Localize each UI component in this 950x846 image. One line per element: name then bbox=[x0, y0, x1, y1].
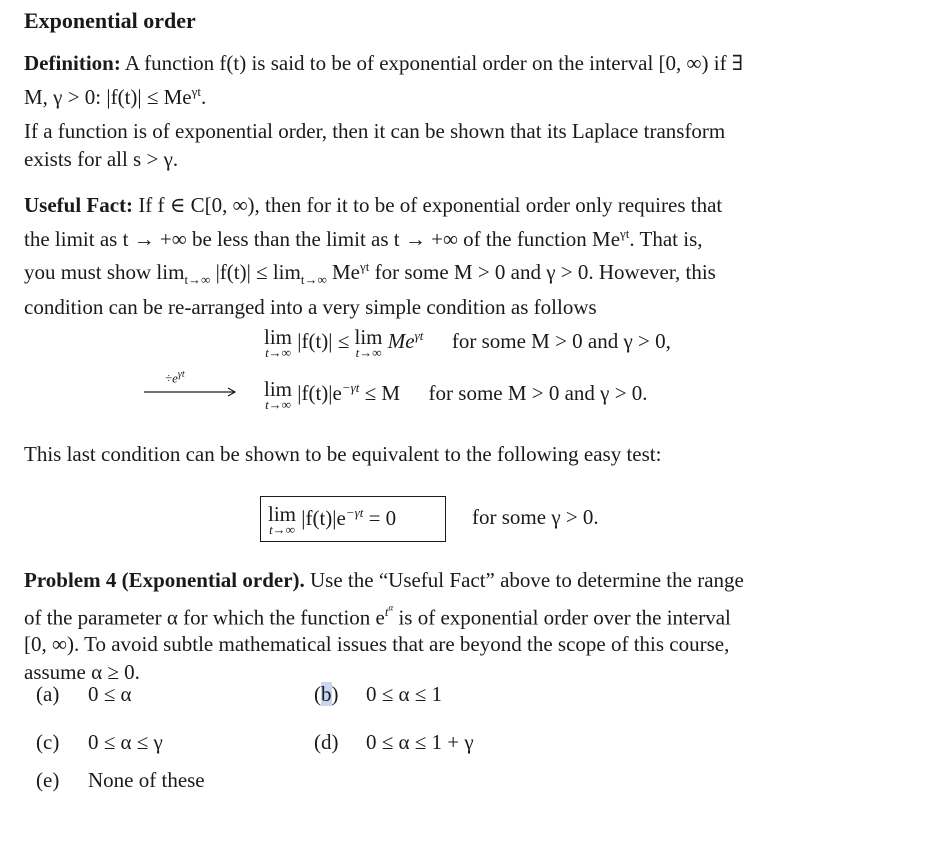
definition-paragraph bbox=[24, 50, 892, 111]
eq2-lim bbox=[264, 377, 293, 412]
eq2-body: |f(t)|e bbox=[297, 381, 342, 405]
implies-arrow-icon bbox=[140, 370, 240, 400]
useful-fact-line3-end: for some M > 0 and γ > 0. However, this bbox=[369, 260, 716, 284]
option-a[interactable] bbox=[36, 682, 132, 707]
definition-end: . bbox=[200, 84, 207, 109]
eq1-lim2-text: lim bbox=[354, 325, 383, 349]
option-b[interactable] bbox=[314, 682, 442, 707]
eq2-rhs: ≤ M bbox=[364, 381, 401, 405]
eq1-lim2 bbox=[354, 325, 383, 360]
eq1-lim2-sub: t→∞ bbox=[355, 345, 382, 360]
useful-fact-line3-tail: Me bbox=[326, 260, 360, 284]
definition-text-line2: M, γ > 0: |f(t)| ≤ Me bbox=[24, 84, 192, 109]
eq1-rhs: Me bbox=[387, 329, 415, 353]
useful-fact-line3-mid: |f(t)| ≤ lim bbox=[210, 260, 301, 284]
eq2-lim-sub: t→∞ bbox=[265, 397, 291, 412]
definition-exp: γt bbox=[191, 83, 201, 99]
arrow-label-text: ÷e bbox=[165, 370, 178, 386]
last-condition-paragraph: This last condition can be shown to be equivalent to the following easy test: bbox=[24, 442, 662, 466]
eq1-exp: γt bbox=[414, 328, 424, 343]
section-title: Exponential order bbox=[24, 8, 196, 33]
option-a-label: (a) bbox=[36, 682, 60, 706]
eq2-tail: for some M > 0 and γ > 0. bbox=[428, 381, 648, 405]
option-c-label: (c) bbox=[36, 730, 60, 754]
problem-line4: assume α ≥ 0. bbox=[24, 659, 140, 684]
useful-fact-line1: If f ∈ C[0, ∞), then for it to be of exponential order only requires that bbox=[138, 193, 723, 217]
option-e-text: None of these bbox=[88, 768, 205, 792]
useful-fact-line2: the limit as t → +∞ be less than the limit as t → +∞ of the function Me bbox=[24, 226, 621, 251]
option-b-label-highlight: b bbox=[321, 682, 332, 706]
useful-fact-line3-exp: γt bbox=[359, 259, 370, 274]
useful-fact-line3-sub2: t→∞ bbox=[300, 272, 327, 288]
option-b-label bbox=[314, 682, 366, 707]
eq1-lim-text: lim bbox=[264, 325, 293, 349]
laplace-line2: exists for all s > γ. bbox=[24, 146, 179, 171]
eq2-lim-text: lim bbox=[264, 377, 293, 401]
problem-label: Problem 4 (Exponential order). bbox=[24, 568, 305, 592]
definition-text-line1: A function f(t) is said to be of exponential order on the interval [0, ∞) if ∃ bbox=[124, 51, 744, 75]
option-b-label-pre: ( bbox=[314, 682, 321, 706]
problem-line1: Use the “Useful Fact” above to determine the range bbox=[310, 568, 744, 592]
eq1-lim bbox=[264, 325, 293, 360]
problem-line2-exp: t bbox=[384, 603, 389, 619]
eq1-tail: for some M > 0 and γ > 0, bbox=[451, 329, 671, 353]
boxed-rhs: = 0 bbox=[368, 506, 397, 530]
useful-fact-paragraph bbox=[24, 192, 892, 321]
eq1-lim-sub: t→∞ bbox=[265, 345, 291, 360]
definition-label: Definition: bbox=[24, 51, 121, 75]
equation-2 bbox=[264, 377, 648, 412]
boxed-test bbox=[268, 502, 397, 537]
option-c[interactable] bbox=[36, 730, 163, 755]
useful-fact-line2-end: . That is, bbox=[629, 226, 703, 251]
problem-line3: [0, ∞). To avoid subtle mathematical issues that are beyond the scope of this course, bbox=[24, 632, 730, 657]
boxed-tail: for some γ > 0. bbox=[472, 505, 599, 529]
eq2-exp: −γt bbox=[341, 380, 360, 395]
option-b-label-post: ) bbox=[331, 682, 339, 706]
arrow-label-exp: γt bbox=[177, 369, 185, 380]
problem-line2b: is of exponential order over the interval bbox=[393, 604, 731, 629]
laplace-paragraph bbox=[24, 118, 892, 173]
problem-paragraph bbox=[24, 567, 892, 686]
boxed-exp: −γt bbox=[345, 505, 364, 520]
option-d-label: (d) bbox=[314, 730, 339, 754]
boxed-lim bbox=[268, 502, 297, 537]
option-d[interactable] bbox=[314, 730, 474, 755]
option-d-text: 0 ≤ α ≤ 1 + γ bbox=[366, 730, 474, 754]
option-e-label: (e) bbox=[36, 768, 60, 792]
boxed-lim-text: lim bbox=[268, 502, 297, 526]
laplace-line1: If a function is of exponential order, then it can be shown that its Laplace transform bbox=[24, 119, 726, 143]
useful-fact-line3: you must show lim bbox=[24, 260, 185, 284]
option-a-text: 0 ≤ α bbox=[88, 682, 132, 706]
eq1-mid: |f(t)| ≤ bbox=[297, 329, 350, 353]
boxed-body: |f(t)|e bbox=[301, 506, 346, 530]
option-e[interactable] bbox=[36, 768, 205, 793]
equation-1 bbox=[264, 325, 671, 360]
useful-fact-line3-sub1: t→∞ bbox=[184, 272, 211, 288]
option-b-text: 0 ≤ α ≤ 1 bbox=[366, 682, 443, 706]
boxed-lim-sub: t→∞ bbox=[269, 522, 295, 537]
option-c-text: 0 ≤ α ≤ γ bbox=[88, 730, 163, 754]
problem-line2-exp2: α bbox=[388, 602, 394, 613]
problem-line2a: of the parameter α for which the function e bbox=[24, 604, 385, 629]
useful-fact-line4: condition can be re-arranged into a very simple condition as follows bbox=[24, 294, 597, 319]
useful-fact-line2-exp: γt bbox=[620, 225, 630, 241]
useful-fact-label: Useful Fact: bbox=[24, 193, 134, 217]
